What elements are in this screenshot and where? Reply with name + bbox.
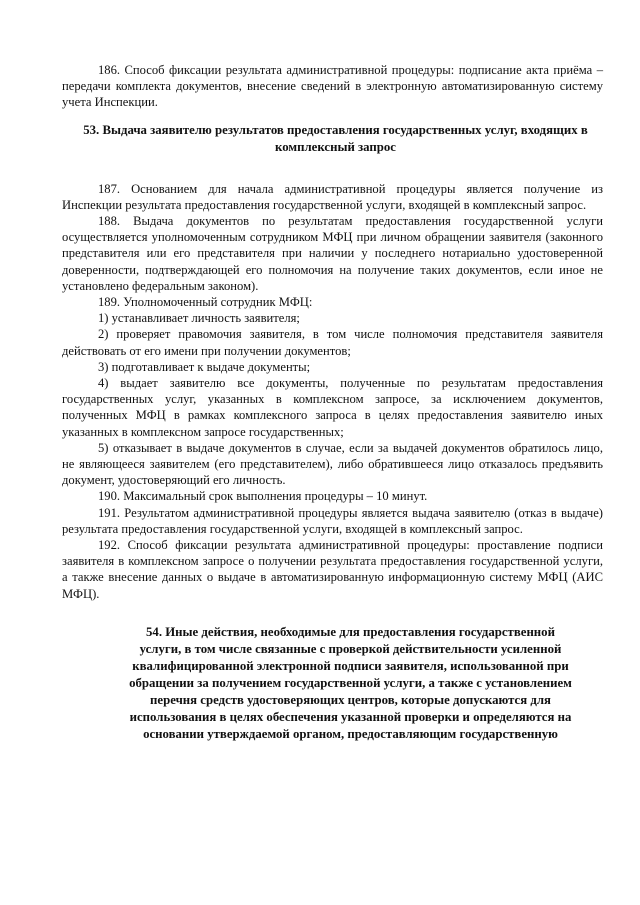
paragraph-192: 192. Способ фиксации результата административной процедуры: проставление подписи заявителя в комплексном запросе о получении результата предоставления государственной услуги, а также внесение данных о выдаче в автоматизированную информационную систему МФЦ (АИС МФЦ). <box>62 538 603 601</box>
section-54-heading-line: обращении за получением государственной услуги, а также с установлением <box>129 675 572 690</box>
paragraph-190: 190. Максимальный срок выполнения процедуры – 10 минут. <box>98 489 428 504</box>
section-54-heading-line: использования в целях обеспечения указанной проверки и определяются на <box>129 709 572 724</box>
list-item-3: 3) подготавливает к выдаче документы; <box>98 359 311 374</box>
paragraph-191: 191. Результатом административной процедуры является выдача заявителю (отказ в выдаче) результата предоставления государственной услуги, входящей в комплексный запрос. <box>62 505 603 536</box>
document-page <box>62 62 603 743</box>
list-item-2: 2) проверяет правомочия заявителя, в том числе полномочия представителя заявителя действовать от его имени при получении документов; <box>62 327 603 358</box>
section-54-heading-line: 54. Иные действия, необходимые для предоставления государственной <box>146 624 555 639</box>
section-54-heading-line: квалифицированной электронной подписи заявителя, использованной при <box>132 658 569 673</box>
section-54-heading-line: основании утверждаемой органом, предоставляющим государственную <box>143 726 558 741</box>
section-54-heading-line: услуги, в том числе связанные с проверкой действительности усиленной <box>139 641 562 656</box>
list-item-4: 4) выдает заявителю все документы, полученные по результатам предоставления государственных услуг, указанных в комплексном запросе, за исключением документов, полученных МФЦ в рамках комплексного запроса в целях предоставления заявителю иных указанных в комплексном запросе государственных; <box>62 376 603 439</box>
paragraph-187: 187. Основанием для начала административной процедуры является получение из Инспекции результата предоставления государственной услуги, входящей в комплексный запрос. <box>62 181 603 212</box>
paragraph-189: 189. Уполномоченный сотрудник МФЦ: <box>98 295 313 310</box>
list-item-1: 1) устанавливает личность заявителя; <box>98 311 300 326</box>
section-53-heading: 53. Выдача заявителю результатов предоставления государственных услуг, входящих в комплексный запрос <box>83 122 588 154</box>
paragraph-186: 186. Способ фиксации результата административной процедуры: подписание акта приёма – передачи комплекта документов, внесение сведений в электронную автоматизированную систему учета Инспекции. <box>62 63 603 110</box>
section-54-heading <box>62 624 603 743</box>
paragraph-188: 188. Выдача документов по результатам предоставления государственной услуги осуществляется уполномоченным сотрудником МФЦ при личном обращении заявителя (законного представителя или его представителя при наличии у последнего нотариально удостоверенной доверенности, подтверждающей его полномочия на получение таких документов, если иное не установлено федеральным законом). <box>62 214 603 293</box>
section-54-heading-line: перечня средств удостоверяющих центров, которые допускаются для <box>150 692 551 707</box>
list-item-5: 5) отказывает в выдаче документов в случае, если за выдачей документов обратилось лицо, не являющееся заявителем (его представителем), либо обратившееся лицо отказалось предъявить документ, удостоверяющий его личность. <box>62 440 603 488</box>
